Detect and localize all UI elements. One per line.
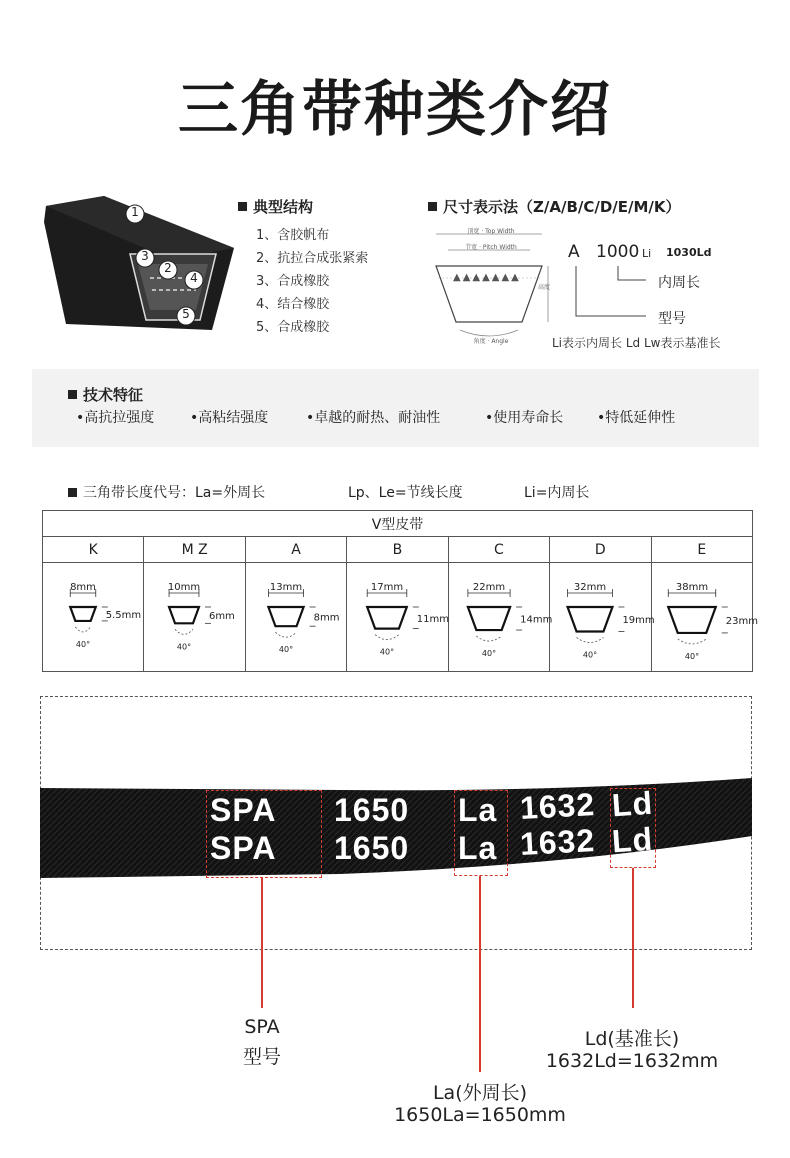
- profile-a: [246, 563, 346, 671]
- leader-line-la: [479, 876, 481, 1072]
- diagram-height-label: 高度: [538, 284, 551, 291]
- leader-line-ld: [632, 868, 634, 1008]
- diagram-cords: ▲▲▲▲▲▲▲: [453, 272, 521, 283]
- v-belt-table: [42, 510, 758, 672]
- profile-d: [550, 563, 655, 671]
- diagram-angle-label: 角度 · Angle: [473, 338, 509, 345]
- highlight-ld: [610, 788, 656, 868]
- structure-item: 1、含胶帆布: [256, 228, 330, 243]
- profile-cell: [245, 563, 346, 672]
- structure-item: 2、抗拉合成张紧索: [256, 251, 369, 266]
- feature-item: •高粘结强度: [190, 410, 269, 426]
- profile-angle-label: 40°: [684, 651, 699, 661]
- profile-top-width-label: 22mm: [472, 582, 505, 593]
- length-codes-heading: 三角带长度代号：La=外周长: [68, 482, 265, 502]
- profile-angle-label: 40°: [380, 647, 395, 657]
- callout-2: 2: [164, 261, 172, 275]
- profile-angle-label: 40°: [481, 649, 496, 659]
- profile-trapezoid: [169, 607, 199, 623]
- profile-height-label: 14mm: [519, 614, 553, 626]
- col-header-b: B: [347, 537, 448, 563]
- caption-spa-code: SPA: [244, 1016, 280, 1038]
- highlight-spa: [206, 790, 322, 878]
- belt-text-spa: SPA: [210, 792, 277, 828]
- profile-angle-arc: [677, 639, 706, 644]
- profile-angle-arc: [476, 636, 501, 641]
- structure-item: 4、结合橡胶: [256, 297, 330, 312]
- col-header-k: K: [43, 537, 144, 563]
- belt-text-la: La: [458, 830, 498, 866]
- code-ld: 1030Ld: [666, 246, 712, 259]
- profile-trapezoid: [268, 607, 303, 626]
- profile-top-width-label: 10mm: [168, 582, 201, 593]
- belt-text-1632: 1632: [519, 786, 597, 826]
- profile-angle-label: 40°: [278, 645, 293, 655]
- code-length: 1000: [596, 242, 640, 262]
- belt-text-spa: SPA: [210, 830, 277, 866]
- profile-angle-arc: [577, 637, 604, 642]
- caption-ld-label: Ld(基准长): [584, 1028, 680, 1050]
- caption-la-label: La(外周长): [432, 1082, 528, 1104]
- profile-top-width-label: 17mm: [371, 582, 404, 593]
- code-type: A: [568, 242, 580, 262]
- caption-ld-value: 1632Ld=1632mm: [545, 1050, 719, 1072]
- feature-item: •使用寿命长: [485, 410, 564, 426]
- profile-mz: [144, 563, 244, 671]
- profile-top-width-label: 32mm: [574, 582, 607, 593]
- structure-item: 5、合成橡胶: [256, 320, 330, 335]
- feature-item: •特低延伸性: [597, 410, 676, 426]
- belt-text-la: La: [458, 792, 498, 828]
- profile-angle-arc: [175, 629, 193, 634]
- profile-trapezoid: [367, 607, 407, 629]
- profile-trapezoid: [468, 607, 510, 630]
- callout-4: 4: [190, 271, 198, 285]
- label-model: 型号: [658, 311, 686, 327]
- profile-b: [347, 563, 450, 671]
- profile-height-label: 8mm: [313, 612, 340, 624]
- col-header-c: C: [448, 537, 549, 563]
- label-inner-length: 内周长: [658, 275, 700, 291]
- length-code-li: Li=内周长: [524, 485, 590, 501]
- belt-text-ld: Ld: [610, 820, 655, 860]
- profile-height-label: 11mm: [417, 613, 450, 625]
- col-header-e: E: [651, 537, 752, 563]
- feature-item: •卓越的耐热、耐油性: [306, 410, 441, 426]
- profile-top-width-label: 8mm: [70, 582, 96, 593]
- col-header-mz: M Z: [144, 537, 245, 563]
- profile-trapezoid: [70, 607, 96, 621]
- diagram-top-width-label: 顶宽 · Top Width: [467, 228, 515, 235]
- profile-cell: [347, 563, 448, 672]
- structure-item: 3、合成橡胶: [256, 274, 330, 289]
- v-belt-table-title: V型皮带: [43, 511, 753, 537]
- callout-5: 5: [182, 307, 190, 321]
- profile-c: [449, 563, 553, 671]
- profile-height-label: 23mm: [725, 615, 758, 627]
- col-header-d: D: [550, 537, 651, 563]
- features-heading: 技术特征: [68, 384, 143, 405]
- code-connector-lines: [560, 262, 670, 322]
- highlight-la: [454, 790, 508, 876]
- belt-text-1650: 1650: [334, 830, 410, 866]
- profile-angle-arc: [275, 632, 296, 637]
- profile-angle-label: 40°: [583, 650, 598, 660]
- profile-angle-label: 40°: [177, 642, 192, 652]
- profile-cell: [651, 563, 758, 672]
- dimension-note: Li表示内周长 Ld Lw表示基准长: [552, 336, 721, 350]
- caption-spa-label: 型号: [242, 1046, 281, 1068]
- profile-angle-arc: [75, 627, 90, 632]
- profile-cell: [448, 563, 553, 672]
- length-code-lp: Lp、Le=节线长度: [348, 485, 463, 501]
- caption-la-value: 1650La=1650mm: [394, 1104, 566, 1126]
- belt-text-1632: 1632: [519, 822, 597, 862]
- profile-height-label: 6mm: [209, 611, 236, 623]
- feature-item: •高抗拉强度: [76, 410, 155, 426]
- page-title: 三角带种类介绍: [178, 75, 612, 145]
- col-header-a: A: [245, 537, 346, 563]
- callout-3: 3: [141, 249, 149, 263]
- profile-cell: [550, 563, 655, 672]
- belt-text-ld: Ld: [610, 784, 655, 824]
- profile-e: [652, 563, 758, 671]
- profile-height-label: 5.5mm: [105, 609, 142, 621]
- profile-trapezoid: [568, 607, 613, 631]
- profile-trapezoid: [668, 607, 716, 633]
- diagram-pitch-width-label: 节宽 · Pitch Width: [465, 244, 517, 251]
- profile-top-width-label: 13mm: [269, 582, 302, 593]
- code-li: Li: [642, 247, 652, 260]
- profile-height-label: 19mm: [622, 615, 655, 627]
- profile-top-width-label: 38mm: [675, 582, 708, 593]
- profile-angle-arc: [375, 635, 399, 640]
- belt-text-1650: 1650: [334, 792, 410, 828]
- profile-cell: [144, 563, 245, 672]
- profile-angle-label: 40°: [75, 639, 91, 649]
- callout-1: 1: [131, 205, 139, 219]
- leader-line-spa: [261, 878, 263, 1008]
- profile-k: [43, 563, 143, 671]
- dimension-heading: 尺寸表示法（Z/A/B/C/D/E/M/K）: [428, 196, 681, 217]
- structure-heading: 典型结构: [238, 196, 313, 217]
- profile-cell: [43, 563, 144, 672]
